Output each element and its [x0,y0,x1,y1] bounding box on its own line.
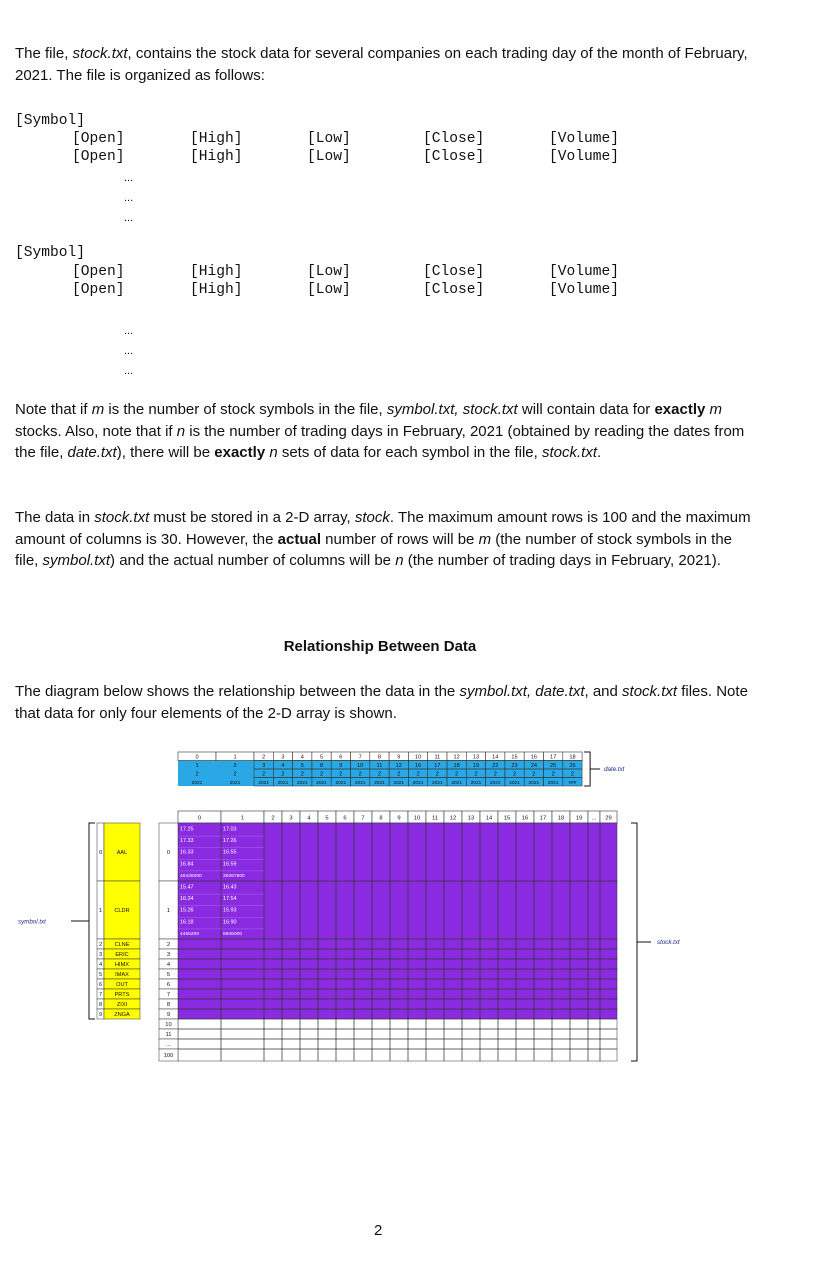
grid-cell [600,1019,617,1029]
date-value: 2 [195,771,199,778]
symbol-index: 4 [98,962,103,968]
date-value: 10 [414,754,422,761]
stock-bracket [631,823,637,1061]
grid-row-index: 0 [166,850,171,856]
volume-label: [Volume] [549,149,620,165]
grid-cell [300,1029,318,1039]
ellipsis: ... [124,345,134,357]
date-value: 2021 [229,780,241,786]
grid-cell [462,1029,480,1039]
grid-col-index: 9 [397,815,401,822]
date-value: 12 [453,754,460,761]
grid-cell [372,1049,390,1061]
grid-cell [390,1039,408,1049]
grid-cell [282,1049,300,1061]
grid-cell [282,1029,300,1039]
date-value: 11 [376,762,383,769]
note-paragraph-2: The data in stock.txt must be stored in a 2-D array, stock. The maximum amount rows is 100 and the maximum amount of columns is 30. However, the actual number of rows will be m (the number of stock symbols in the file, symbol.txt) and the actual number of columns will be n (the number of trading days in February, 2021). [15,509,751,569]
grid-cell [588,1049,600,1061]
grid-cell [570,1039,588,1049]
date-value: 2 [300,771,304,778]
symbol-name: OUT [116,982,128,988]
low-label: [Low] [307,264,351,280]
grid-col-index: 2 [271,815,275,822]
date-value: 2 [435,771,439,778]
grid-cell [600,1049,617,1061]
grid-col-index: 7 [361,815,365,822]
ellipsis: ... [124,212,134,224]
stock-value: 4456200 [180,931,200,937]
date-value: 2021 [470,780,482,786]
grid-row-index: ... [166,1042,171,1048]
stock-value: 16.18 [180,919,194,926]
date-value: 26 [569,762,576,769]
grid-cell [498,1039,516,1049]
symbol-name: ZNGA [114,1012,130,1018]
date-value: 2 [455,771,459,778]
date-value: 2021 [412,780,424,786]
grid-col-index: ... [591,815,597,822]
grid-cell [336,1049,354,1061]
grid-col-index: 3 [289,815,293,822]
grid-cell [570,1049,588,1061]
note-paragraph-1: Note that if m is the number of stock symbols in the file, symbol.txt, stock.txt will contain data for exactly m stocks. Also, note that if n is the number of trading days in February, 2021 (obtained by reading the dates from the file, date.txt), there will be exactly n sets of data for each symbol in the file, stock.txt. [15,401,745,461]
grid-cell [426,1049,444,1061]
grid-cell [390,1029,408,1039]
grid-cell [178,1029,221,1039]
date-value: 1 [233,754,237,761]
date-value: 2 [532,771,536,778]
date-value: 2 [397,771,401,778]
grid-cell [444,1029,462,1039]
stock-value: 17.33 [180,838,194,845]
grid-cell [264,1049,282,1061]
grid-cell [600,1039,617,1049]
grid-cell [264,1019,282,1029]
grid-cell [300,1019,318,1029]
symbol-label-2: [Symbol] [15,245,86,261]
stock-value: 9945000 [223,931,243,937]
grid-cell [282,1019,300,1029]
grid-col-index: 4 [307,815,311,822]
grid-col-index: 10 [413,815,421,822]
grid-cell [444,1049,462,1061]
grid-col-index: 15 [503,815,511,822]
grid-cell [354,1029,372,1039]
symbol-index: 5 [98,972,103,978]
grid-cell [516,1029,534,1039]
stock-array-fill [178,823,617,1019]
date-value: 8 [377,754,382,761]
symbol-name: IMAX [115,972,129,978]
symbol-name: ERIC [115,952,129,958]
grid-cell [480,1019,498,1029]
symbol-index: 8 [98,1002,103,1008]
grid-col-index: 29 [605,815,612,822]
grid-cell [480,1039,498,1049]
grid-cell [300,1039,318,1049]
grid-cell [444,1019,462,1029]
date-value: 2 [377,771,382,778]
grid-row-index: 10 [165,1022,172,1028]
grid-row-index: 3 [166,952,171,958]
symbol-name: ZIXI [116,1002,128,1008]
symbol-index: 9 [98,1012,103,1018]
grid-cell [221,1029,264,1039]
grid-col-index: 13 [467,815,475,822]
grid-row-index: 1 [166,908,171,914]
date-value: 17 [550,754,557,761]
grid-cell [408,1049,426,1061]
date-value: 7 [358,754,362,761]
grid-cell [336,1029,354,1039]
grid-cell [282,1039,300,1049]
grid-cell [178,1039,221,1049]
grid-cell [408,1039,426,1049]
grid-cell [390,1049,408,1061]
ellipsis: ... [124,192,134,204]
date-value: 4 [300,754,304,761]
symbol-label-1: [Symbol] [15,113,86,129]
grid-col-index: 1 [240,815,245,822]
grid-col-index: 8 [379,815,383,822]
grid-col-index: 14 [485,815,493,822]
grid-cell [354,1049,372,1061]
date-value: 2021 [354,780,366,786]
grid-cell [534,1019,552,1029]
date-file-label: date.txt [604,766,625,773]
date-value: 6 [339,754,343,761]
symbol-index: 0 [98,850,103,856]
low-label: [Low] [307,149,351,165]
grid-cell [178,1049,221,1061]
grid-cell [354,1039,372,1049]
symbol-name: CLDR [114,908,130,914]
date-value: 24 [530,762,537,769]
date-value: 8 [319,762,324,769]
date-value: 2021 [374,780,385,786]
grid-cell [534,1029,552,1039]
grid-cell [462,1049,480,1061]
date-value: 2 [512,771,517,778]
grid-cell [390,1019,408,1029]
grid-cell [534,1049,552,1061]
high-label: [High] [190,264,243,280]
date-value: 2 [281,771,285,778]
grid-cell [498,1049,516,1061]
date-value: 0 [195,754,199,761]
grid-cell [552,1049,570,1061]
grid-cell [444,1039,462,1049]
grid-cell [588,1039,600,1049]
date-value: 2021 [191,780,203,786]
date-value: 2021 [296,780,308,786]
grid-row-index: 2 [166,942,171,948]
grid-col-index: 5 [325,815,329,822]
symbol-index: 7 [98,992,103,998]
grid-cell [552,1029,570,1039]
stock-value: 17.25 [180,826,194,833]
stock-value: 16.34 [180,896,194,903]
stock-value: 15.93 [223,907,237,914]
date-value: 10 [357,762,364,769]
stock-file-label: stock.txt [657,939,680,946]
date-value: 2021 [509,780,520,786]
grid-row-index: 7 [166,992,171,998]
open-label: [Open] [72,131,125,147]
grid-cell [300,1049,318,1061]
grid-cell [221,1039,264,1049]
date-value: 23 [511,762,518,769]
date-value: 4 [281,762,285,769]
stock-value: 16.59 [223,861,237,868]
date-value: 2 [339,771,343,778]
stock-value: 17.26 [223,838,237,845]
grid-cell [221,1019,264,1029]
stock-value: 15.47 [180,884,194,891]
grid-col-index: 17 [539,815,547,822]
open-label: [Open] [72,149,125,165]
grid-row-index: 100 [163,1053,174,1059]
date-value: 25 [550,762,557,769]
symbol-name: CLNE [114,942,130,948]
date-value: 2021 [258,780,269,786]
date-value: 14 [492,754,499,761]
symbol-name: HIMX [115,962,129,968]
stock-value: 16.43 [223,884,237,891]
stock-value: 16.90 [223,919,237,926]
grid-cell [462,1019,480,1029]
date-value: 1 [195,762,199,769]
grid-col-index: 19 [575,815,583,822]
date-value: 9 [397,754,401,761]
high-label: [High] [190,282,243,298]
grid-cell [534,1039,552,1049]
date-value: 13 [472,754,480,761]
grid-row-index: 5 [166,972,171,978]
grid-cell [318,1019,336,1029]
low-label: [Low] [307,282,351,298]
date-value: ### [568,780,577,786]
volume-label: [Volume] [549,282,620,298]
grid-cell [426,1019,444,1029]
date-value: 2 [493,771,497,778]
grid-col-index: 18 [557,815,565,822]
grid-cell [480,1049,498,1061]
grid-cell [372,1019,390,1029]
stock-value: 17.03 [223,826,237,833]
open-label: [Open] [72,282,125,298]
ellipsis: ... [124,365,134,377]
volume-label: [Volume] [549,131,620,147]
grid-cell [318,1039,336,1049]
open-label: [Open] [72,264,125,280]
stock-value: 17.54 [223,896,237,903]
ellipsis: ... [124,325,134,337]
low-label: [Low] [307,131,351,147]
symbol-index: 3 [98,952,103,958]
grid-cell [221,1049,264,1061]
date-value: 11 [434,754,441,761]
grid-cell [318,1029,336,1039]
date-value: 2021 [489,780,501,786]
date-value: 2021 [316,780,327,786]
close-label: [Close] [423,131,485,147]
grid-cell [336,1019,354,1029]
date-value: 2021 [547,780,559,786]
volume-label: [Volume] [549,264,620,280]
grid-row-index: 6 [166,982,171,988]
stock-value: 49436000 [180,873,202,879]
grid-cell [318,1049,336,1061]
grid-cell [588,1019,600,1029]
grid-row-index: 4 [166,962,171,968]
grid-cell [354,1019,372,1029]
relationship-diagram [0,745,821,1145]
intro-paragraph: The file, stock.txt, contains the stock data for several companies on each trading day of the month of February, 2021. The file is organized as follows: [15,45,748,84]
grid-cell [426,1039,444,1049]
grid-col-index: 12 [449,815,457,822]
date-value: 2 [233,762,237,769]
date-value: 18 [569,754,576,761]
grid-col-index: 16 [521,815,529,822]
stock-value: 16.33 [180,849,194,856]
date-value: 9 [339,762,343,769]
grid-cell [570,1029,588,1039]
date-value: 2 [551,771,555,778]
grid-cell [600,1029,617,1039]
date-value: 16 [414,762,422,769]
high-label: [High] [190,131,243,147]
high-label: [High] [190,149,243,165]
grid-cell [372,1039,390,1049]
grid-cell [516,1039,534,1049]
grid-row-index: 11 [165,1032,172,1038]
grid-cell [408,1029,426,1039]
note-paragraph-3: The diagram below shows the relationship between the data in the symbol.txt, date.txt, and stock.txt files. Note that data for only four elements of the 2-D array is shown. [15,683,748,722]
ellipsis: ... [124,172,134,184]
symbol-index: 2 [98,942,103,948]
grid-cell [480,1029,498,1039]
date-value: 18 [453,762,460,769]
grid-cell [408,1019,426,1029]
stock-value: 16.55 [223,849,237,856]
symbol-file-label: symbol.txt [18,918,46,926]
close-label: [Close] [423,149,485,165]
grid-cell [552,1039,570,1049]
grid-cell [264,1039,282,1049]
symbol-name: AAL [116,850,128,856]
date-value: 15 [511,754,518,761]
date-value: 2021 [432,780,443,786]
grid-col-index: 11 [431,815,439,822]
date-value: 2021 [528,780,540,786]
grid-cell [516,1049,534,1061]
grid-cell [498,1029,516,1039]
date-value: 2021 [335,780,347,786]
date-value: 2021 [277,780,289,786]
date-value: 2021 [451,780,462,786]
grid-cell [372,1029,390,1039]
grid-row-index: 8 [166,1002,171,1008]
grid-cell [264,1029,282,1039]
page-number: 2 [374,1222,383,1239]
grid-row-index: 9 [166,1012,171,1018]
grid-col-index: 6 [343,815,347,822]
stock-value: 15.26 [180,907,194,914]
date-value: 16 [530,754,537,761]
date-value: 22 [492,762,499,769]
close-label: [Close] [423,264,485,280]
grid-cell [178,1019,221,1029]
stock-value: 39287800 [223,873,245,879]
grid-cell [462,1039,480,1049]
date-value: 2 [262,771,266,778]
date-value: 3 [281,754,285,761]
date-value: 5 [300,762,304,769]
grid-cell [426,1029,444,1039]
date-value: 3 [262,762,266,769]
date-value: 2 [358,771,362,778]
close-label: [Close] [423,282,485,298]
symbol-bracket [89,823,95,1019]
date-value: 19 [472,762,480,769]
grid-cell [588,1029,600,1039]
date-value: 2021 [393,780,405,786]
section-heading: Relationship Between Data [283,638,477,655]
date-bracket [584,752,590,786]
date-value: 2 [262,754,266,761]
date-value: 17 [434,762,441,769]
symbol-name: PRTS [114,992,130,998]
grid-cell [498,1019,516,1029]
symbol-index: 6 [98,982,103,988]
grid-col-index: 0 [197,815,202,822]
symbol-index: 1 [98,908,103,914]
grid-cell [516,1019,534,1029]
date-value: 2 [474,771,478,778]
stock-value: 16.84 [180,861,194,868]
grid-cell [552,1019,570,1029]
date-value: 12 [395,762,402,769]
date-value: 2 [233,771,237,778]
grid-cell [336,1039,354,1049]
date-value: 5 [319,754,324,761]
date-value: 2 [319,771,324,778]
date-value: 2 [570,771,575,778]
grid-cell [570,1019,588,1029]
date-value: 2 [416,771,420,778]
